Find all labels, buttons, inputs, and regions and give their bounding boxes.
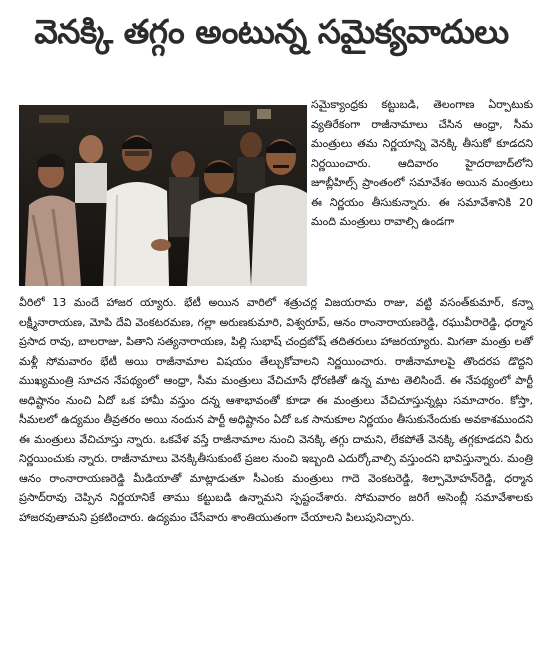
article-intro xyxy=(311,95,533,232)
body-paragraph: వీరిలో 13 మందే హాజర య్యారు. భేటీ అయిన వారిలో శత్రుచర్ల విజయరామ రాజు, వట్టి వసంత్‌కుమార్, కన్నా లక్ష్మీనారాయణ, మోపి దేవి వెంకటరమణ, గల్లా అరుణకుమారి, విశ్వరూప్, ఆనం రాంనారాయణరెడ్డి, రఘువీరారెడ్డి, ధర్మాన ప్రసాద రావు, బాలరాజు, పితాని సత్యనారాయణ, పిల్లి సుభాష్ చంద్రబోష్ తదితరులు హాజరయ్యారు. మిగతా మంత్రు లతో మళ్లీ సోమవారం భేటీ అయి రాజీనామాల విషయం తేల్చుకోవాలని నిర్ణయించారు. రాజీనామాలపై తొందరప డొద్దని ముఖ్యమంత్రి సూచన నేపథ్యంలో ఆంధ్రా, సీమ మంత్రులు వేచిచూసే ధోరణితో ఉన్న మాట తెలిసిందే. ఈ నేపథ్యంలో పార్టీ అధిష్టానం నుంచి ఏదో ఒక హామీ వస్తుం దన్న ఆశాభావంతో కూడా ఈ మంత్రులు వేచిచూస్తున్నట్లు సమాచారం. కోస్తా, సీమలలో ఉద్యమం తీవ్రతరం అయి నందున పార్టీ అధిష్టానం ఏదో ఒక సానుకూల నిర్ణయం తీసుకునేందుకు అవకాశముందని ఈ మంత్రులు వేచిచూస్తు న్నారు. ఒకవేళ వస్తే రాజీనామాల నుంచి వెనక్కి తగ్గు దామని, లేకపోతే వెనక్కి తగ్గకూడదని వీరు నిర్ణయించుకు న్నారు. రాజీనామాలు వెనక్కితీసుకుంటే ప్రజల నుంచి ఇబ్బంది ఎదుర్కోవాల్సి వస్తుందని భావిస్తున్నారు. మంత్రి ఆనం రాంనారాయణరెడ్డి మీడియాతో మాట్లాడుతూ సీఎంకు మంత్రులు గాదె వెంకటరెడ్డి, శిల్పామోహన్‌రెడ్డి, ధర్మాన ప్రసాద్‌రావు చెప్పిన నిర్ణయానికే తాము కట్టుబడి ఉన్నామని స్పష్టంచేశారు. సోమవారం జరిగే అసెంబ్లీ సమావేశాలకు హాజరవుతామని ప్రకటించారు. ఉద్యమం చేసేవారు శాంతియుతంగా చేయాలని పిలుపునిచ్చారు. xyxy=(19,296,533,524)
intro-paragraph: సమైక్యాంధ్రకు కట్టుబడి, తెలంగాణ ఏర్పాటుకు వ్యతిరేకంగా రాజీనామాలు చేసిన ఆంధ్రా, సీమ మంత్రులు తమ నిర్ణయాన్ని వెనక్కి తీసుకో కూడదని నిర్ణయించారు. ఆదివారం హైదరాబాద్‌లోని జూబ్లీహిల్స్ ప్రాంతంలో సమావేశం అయిన మంత్రులు ఈ నిర్ణయం తీసుకున్నారు. ఈ సమావేశానికి 20 మంది మంత్రులు రావాల్సి ఉండగా xyxy=(311,98,533,228)
ministers-group-photo xyxy=(19,105,307,286)
article-body xyxy=(19,293,533,527)
headline: వెనక్కి తగ్గం అంటున్న సమైక్యవాదులు xyxy=(34,12,509,51)
news-photo xyxy=(19,105,307,286)
